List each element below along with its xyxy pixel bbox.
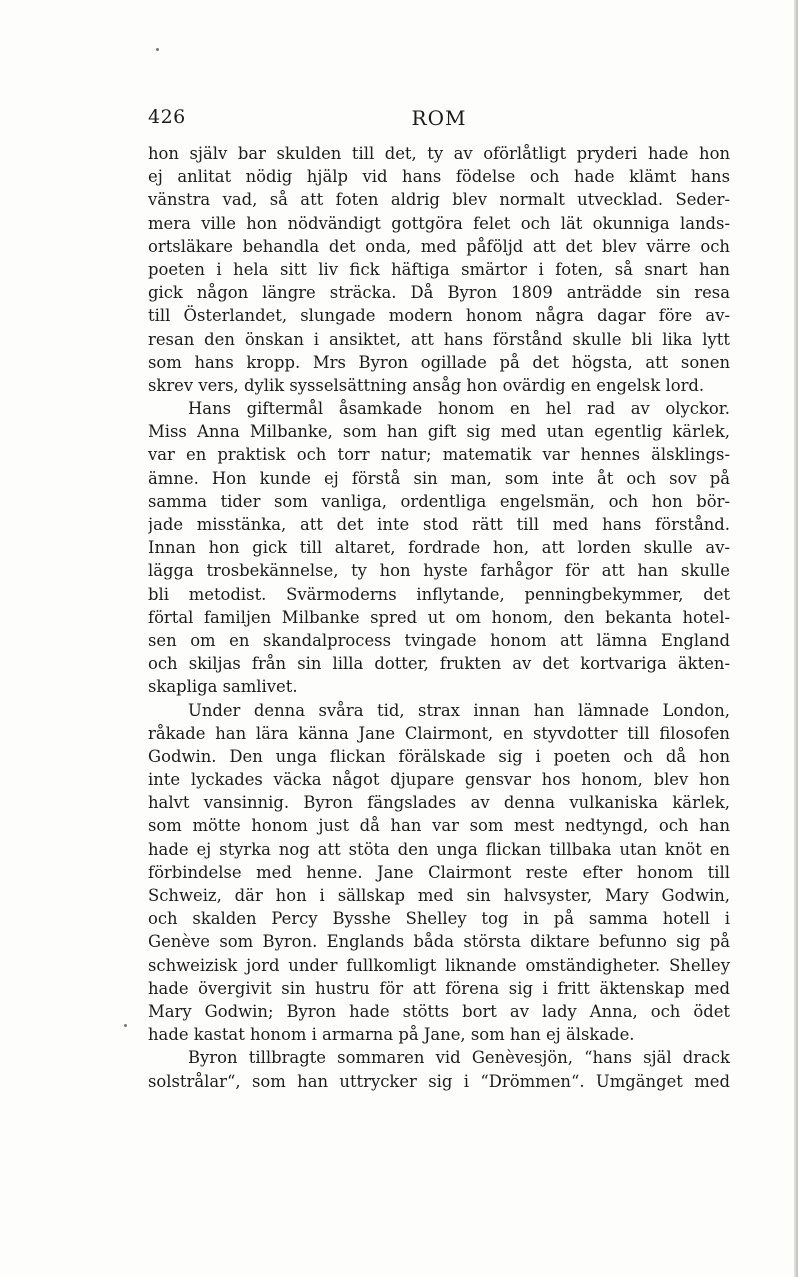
text-line: mera ville hon nödvändigt gottgöra felet och lät okunniga lands-: [148, 213, 730, 233]
text-line: som hans kropp. Mrs Byron ogillade på det högsta, att sonen: [148, 352, 730, 372]
text-line: Hans giftermål åsamkade honom en hel rad av olyckor.: [188, 399, 730, 419]
text-line: Mary Godwin; Byron hade stötts bort av lady Anna, och ödet: [148, 1001, 730, 1021]
body-text: [148, 142, 730, 1093]
text-line: schweizisk jord under fullkomligt liknande omständigheter. Shelley: [148, 955, 730, 975]
text-line: inte lyckades väcka något djupare gensvar hos honom, blev hon: [148, 770, 730, 790]
text-line: Miss Anna Milbanke, som han gift sig med utan egentlig kärlek,: [148, 422, 730, 442]
text-line: hade övergivit sin hustru för att förena sig i fritt äktenskap med: [148, 978, 730, 998]
text-line: jade misstänka, att det inte stod rätt till med hans förstånd.: [148, 515, 730, 534]
text-line: Innan hon gick till altaret, fordrade hon, att lorden skulle av-: [148, 538, 730, 558]
text-line: poeten i hela sitt liv fick häftiga smärtor i foten, så snart han: [148, 259, 730, 279]
text-line: resan den önskan i ansiktet, att hans förstånd skulle bli lika lytt: [148, 329, 730, 349]
text-line: Byron tillbragte sommaren vid Genèvesjön, “hans själ drack: [188, 1048, 730, 1068]
text-line: förbindelse med henne. Jane Clairmont reste efter honom till: [148, 862, 730, 882]
text-line: ortsläkare behandla det onda, med påföljd att det blev värre och: [148, 236, 730, 256]
page-header: [148, 106, 730, 136]
paper-speck: [124, 1024, 127, 1027]
paper-speck: [156, 48, 159, 51]
text-line: som mötte honom just då han var som mest nedtyngd, och han: [148, 816, 730, 836]
text-line: skrev vers, dylik sysselsättning ansåg hon ovärdig en engelsk lord.: [148, 375, 705, 395]
text-line: ämne. Hon kunde ej förstå sin man, som inte åt och sov på: [148, 468, 730, 488]
text-line: skapliga samlivet.: [148, 677, 298, 697]
text-line: hade ej styrka nog att stöta den unga flickan tillbaka utan knöt en: [148, 839, 730, 859]
text-line: och skiljas från sin lilla dotter, frukten av det kortvariga äkten-: [148, 654, 730, 674]
text-line: och skalden Percy Bysshe Shelley tog in på samma hotell i: [148, 909, 730, 929]
page-edge: [794, 0, 798, 1277]
text-line: sen om en skandalprocess tvingade honom att lämna England: [148, 630, 730, 650]
text-line: solstrålar“, som han uttrycker sig i “Drömmen“. Umgänget med: [148, 1071, 730, 1091]
text-line: Under denna svåra tid, strax innan han lämnade London,: [188, 700, 730, 720]
text-line: Schweiz, där hon i sällskap med sin halvsyster, Mary Godwin,: [148, 886, 730, 905]
text-line: hon själv bar skulden till det, ty av oförlåtligt pryderi hade hon: [148, 144, 730, 163]
text-line: samma tider som vanliga, ordentliga engelsmän, och hon bör-: [148, 491, 730, 511]
text-line: gick någon längre sträcka. Då Byron 1809 anträdde sin resa: [148, 283, 730, 303]
text-line: till Österlandet, slungade modern honom några dagar före av-: [148, 306, 730, 326]
text-line: råkade han lära känna Jane Clairmont, en styvdotter till filosofen: [148, 723, 730, 743]
text-line: hade kastat honom i armarna på Jane, som han ej älskade.: [148, 1025, 635, 1045]
text-line: Godwin. Den unga flickan förälskade sig i poeten och då hon: [148, 746, 730, 766]
page-number: 426: [148, 106, 186, 128]
text-line: förtal familjen Milbanke spred ut om honom, den bekanta hotel-: [148, 607, 730, 627]
running-title: ROM: [411, 106, 467, 130]
text-line: Genève som Byron. Englands båda största diktare befunno sig på: [148, 932, 730, 952]
text-line: lägga trosbekännelse, ty hon hyste farhågor för att han skulle: [148, 561, 730, 581]
text-line: vänstra vad, så att foten aldrig blev normalt utvecklad. Seder-: [148, 190, 730, 210]
text-line: ej anlitat nödig hjälp vid hans födelse och hade klämt hans: [148, 167, 730, 187]
text-line: var en praktisk och torr natur; matematik var hennes älsklings-: [148, 445, 730, 465]
text-line: bli metodist. Svärmoderns inflytande, penningbekymmer, det: [148, 584, 730, 604]
text-line: halvt vansinnig. Byron fängslades av denna vulkaniska kärlek,: [148, 793, 730, 813]
